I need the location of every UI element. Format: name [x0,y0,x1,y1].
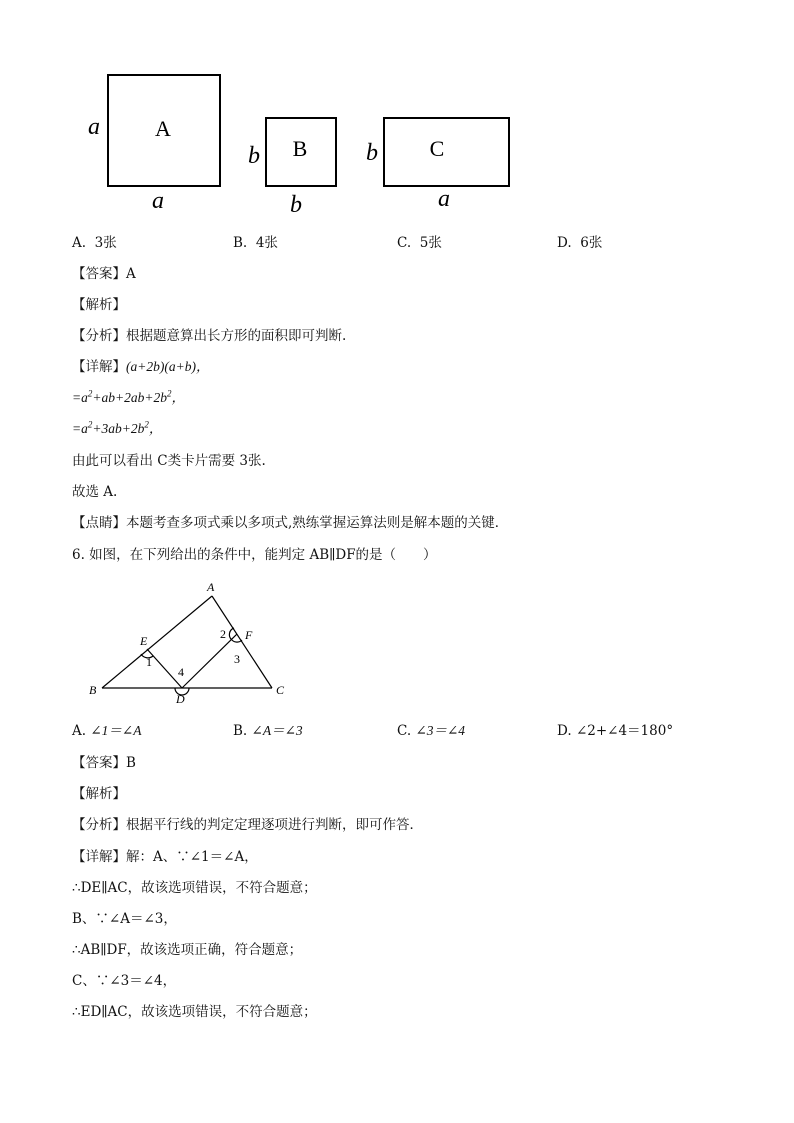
label-angle-2: 2 [220,627,226,641]
q5-option-d[interactable] [557,234,602,252]
exponent: 2 [87,419,93,430]
dianjing-tag: 【点睛】 [72,515,126,531]
label-point-b: B [89,683,97,697]
cards-figure [0,0,794,230]
option-text: ∠A＝∠3 [251,723,303,738]
answer-value: A [126,266,136,282]
fenxi-tag: 【分析】 [72,817,126,833]
q5-conclusion: 由此可以看出 C类卡片需要 3张. [72,453,266,469]
card-c-rectangle [384,118,509,186]
expression-part: +ab+2ab+2b [92,390,167,405]
q6-option-c[interactable] [397,722,465,740]
option-text: 4张 [255,235,278,251]
option-key: B. [233,235,248,251]
q5-step2 [72,389,185,407]
card-a-side-left: a [88,114,100,140]
expression-part: =a [72,421,88,436]
option-text: ∠1＝∠A [90,723,142,738]
q6-line2: ∴DE∥AC，故该选项错误，不符合题意； [72,880,317,896]
q5-xiangjie-step1 [72,358,209,376]
q5-fenxi [72,327,346,345]
card-b-side-left: b [248,143,260,169]
q5-option-b[interactable] [233,234,278,252]
q5-step3 [72,420,162,438]
option-text: ∠3＝∠4 [415,723,466,738]
option-text: 6张 [580,235,603,251]
solution-line: 解：A、∵∠1＝∠A， [126,849,258,865]
card-c-side-bottom: a [438,186,450,212]
q5-choose: 故选 A. [72,484,118,500]
expression-part: ， [148,421,163,436]
q5-answer [72,265,136,283]
fenxi-tag: 【分析】 [72,328,126,344]
option-key: C. [397,723,412,739]
expression-part: +3ab+2b [92,421,145,436]
option-text: 3张 [94,235,117,251]
dianjing-text: 本题考查多项式乘以多项式,熟练掌握运算法则是解本题的关键． [126,515,509,531]
card-c-letter: C [429,136,445,161]
label-angle-4: 4 [178,665,184,679]
segment-df [182,634,237,688]
card-b-side-bottom: b [290,192,302,218]
card-c-side-left: b [366,140,378,166]
option-key: D. [557,235,572,251]
answer-tag: 【答案】 [72,266,126,282]
q5-dianjing [72,514,508,532]
option-text: 5张 [419,235,442,251]
option-key: A. [72,723,87,739]
q5-option-a[interactable] [72,234,117,252]
expression: (a+2b)(a+b)， [126,359,210,374]
q6-line3: B、∵∠A＝∠3， [72,911,177,927]
card-a-side-bottom: a [152,188,164,214]
expression-part: =a [72,390,88,405]
segment-ac [212,596,272,688]
label-angle-3: 3 [234,652,240,666]
q6-option-d[interactable] [557,722,673,740]
q6-option-b[interactable] [233,722,303,740]
q6-option-a[interactable] [72,722,141,740]
q6-answer [72,754,136,772]
q6-fenxi [72,816,423,834]
label-point-e: E [140,634,148,648]
q6-stem: 6. 如图，在下列给出的条件中，能判定 AB∥DF的是（ ） [72,547,437,563]
q6-xiangjie-line1 [72,848,258,866]
exponent: 2 [166,388,172,399]
fenxi-text: 根据平行线的判定定理逐项进行判断，即可作答． [126,817,423,833]
xiangjie-tag: 【详解】 [72,849,126,865]
q6-line6: ∴ED∥AC，故该选项错误，不符合题意； [72,1004,317,1020]
option-text: ∠2+∠4＝180° [575,723,674,739]
xiangjie-tag: 【详解】 [72,359,126,375]
label-point-a: A [207,580,215,594]
exponent: 2 [144,419,149,430]
q6-analysis-tag: 【解析】 [72,786,126,802]
option-key: A. [72,235,87,251]
q5-analysis-tag: 【解析】 [72,297,126,313]
card-a-letter: A [155,116,171,141]
label-point-d: D [176,692,185,706]
answer-value: B [126,755,136,771]
q6-line4: ∴AB∥DF，故该选项正确，符合题意； [72,942,303,958]
label-angle-1: 1 [146,655,152,669]
option-key: C. [397,235,412,251]
triangle-figure [0,570,794,710]
label-point-f: F [245,628,253,642]
fenxi-text: 根据题意算出长方形的面积即可判断. [126,328,347,344]
answer-tag: 【答案】 [72,755,126,771]
option-key: B. [233,723,248,739]
exponent: 2 [87,388,93,399]
expression-part: ， [171,390,185,405]
label-point-c: C [276,683,285,697]
option-key: D. [557,723,572,739]
q6-line5: C、∵∠3＝∠4， [72,973,177,989]
card-b-letter: B [292,136,308,161]
segment-ed [147,649,182,688]
q5-option-c[interactable] [397,234,442,252]
